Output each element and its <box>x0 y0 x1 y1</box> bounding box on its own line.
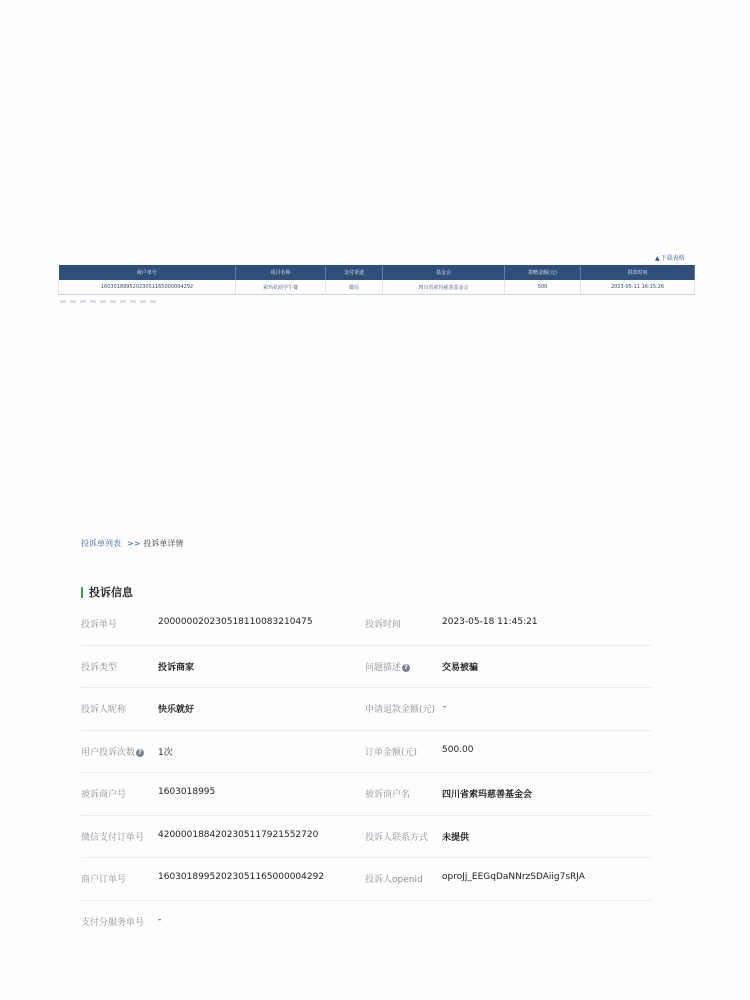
detail-row <box>81 773 651 816</box>
cell-channel: 微信 <box>326 280 383 295</box>
complaint-id-label: 投诉单号 <box>81 620 118 630</box>
complaint-count-label <box>81 745 144 758</box>
complaint-time-label: 投诉时间 <box>365 620 402 630</box>
detail-row <box>81 901 651 943</box>
wechat-order-id-value: 4200001884202305117921552720 <box>158 829 319 840</box>
cell-merchant-order: 16030189952023051165000004292 <box>59 280 236 295</box>
complainant-contact-label: 投诉人联系方式 <box>365 832 429 843</box>
download-icon: ▲ <box>655 255 660 262</box>
order-amount-value: 500.00 <box>442 744 474 755</box>
complaint-time-value: 2023-05-18 11:45:21 <box>442 617 538 627</box>
col-header-project: 项目名称 <box>236 265 326 280</box>
complainant-openid-label: 投诉人openid <box>365 875 423 885</box>
detail-row <box>81 646 651 689</box>
complainant-contact-value: 未提供 <box>442 832 470 843</box>
detail-row <box>81 603 651 646</box>
scan-artifact <box>60 300 156 303</box>
payscore-service-id-label: 支付分服务单号 <box>81 917 145 928</box>
col-header-channel: 支付渠道 <box>326 265 383 280</box>
merchant-order-id-value: 16030189952023051165000004292 <box>158 872 325 882</box>
cell-project: 索玛花助学午餐 <box>236 280 326 295</box>
order-amount-label: 订单金额(元) <box>365 747 418 758</box>
payscore-service-id-value: - <box>158 914 162 925</box>
cell-time: 2023-05-11 16:15:26 <box>581 280 695 295</box>
cell-amount: 500 <box>505 280 581 295</box>
download-table-link[interactable] <box>655 253 685 262</box>
section-accent-bar <box>81 587 83 598</box>
detail-row <box>81 858 651 901</box>
section-title-text: 投诉信息 <box>89 586 133 599</box>
detail-row <box>81 688 651 731</box>
complainant-openid-value: oproJj_EEGqDaNNrzSDAiig7sRJA <box>442 872 585 882</box>
cell-foundation: 四川省索玛慈善基金会 <box>383 280 505 295</box>
order-table <box>58 265 695 295</box>
merchant-order-id-label: 商户订单号 <box>81 875 127 885</box>
complainant-nickname-label: 投诉人昵称 <box>81 705 127 715</box>
wechat-order-id-label: 微信支付订单号 <box>81 832 145 843</box>
breadcrumb-complaint-list-link[interactable]: 投诉单列表 <box>81 539 121 548</box>
merchant-name-value: 四川省索玛慈善基金会 <box>442 790 533 800</box>
detail-row <box>81 731 651 774</box>
breadcrumb <box>81 538 183 549</box>
breadcrumb-current: 投诉单详情 <box>143 539 184 548</box>
col-header-foundation: 基金会 <box>383 265 505 280</box>
problem-description-label-text: 问题描述 <box>365 662 402 673</box>
refund-amount-label: 申请退款金额(元) <box>365 705 436 715</box>
problem-description-value: 交易被骗 <box>442 662 479 673</box>
help-icon[interactable]: ? <box>136 749 144 757</box>
merchant-id-label: 被诉商户号 <box>81 790 127 800</box>
col-header-amount: 捐赠金额(元) <box>505 265 581 280</box>
section-title <box>81 584 133 600</box>
table-header-row <box>59 265 695 280</box>
merchant-id-value: 1603018995 <box>158 787 216 797</box>
help-icon[interactable]: ? <box>402 664 410 672</box>
table-row <box>59 280 695 295</box>
complainant-nickname-value: 快乐就好 <box>158 705 195 715</box>
complaint-details <box>81 603 651 942</box>
merchant-name-label: 被诉商户名 <box>365 790 411 800</box>
detail-row <box>81 816 651 859</box>
complaint-count-value: 1次 <box>158 747 173 758</box>
complaint-id-value: 200000020230518110083210475 <box>158 617 313 627</box>
col-header-time: 捐款时间 <box>581 265 695 280</box>
complaint-type-label: 投诉类型 <box>81 662 118 673</box>
download-label: 下载表格 <box>660 255 685 262</box>
complaint-count-label-text: 用户投诉次数 <box>81 747 136 758</box>
refund-amount-value: - <box>443 702 447 712</box>
col-header-merchant-order: 商户单号 <box>59 265 236 280</box>
breadcrumb-separator: >> <box>127 539 141 548</box>
problem-description-label <box>365 660 410 673</box>
complaint-type-value: 投诉商家 <box>158 662 195 673</box>
